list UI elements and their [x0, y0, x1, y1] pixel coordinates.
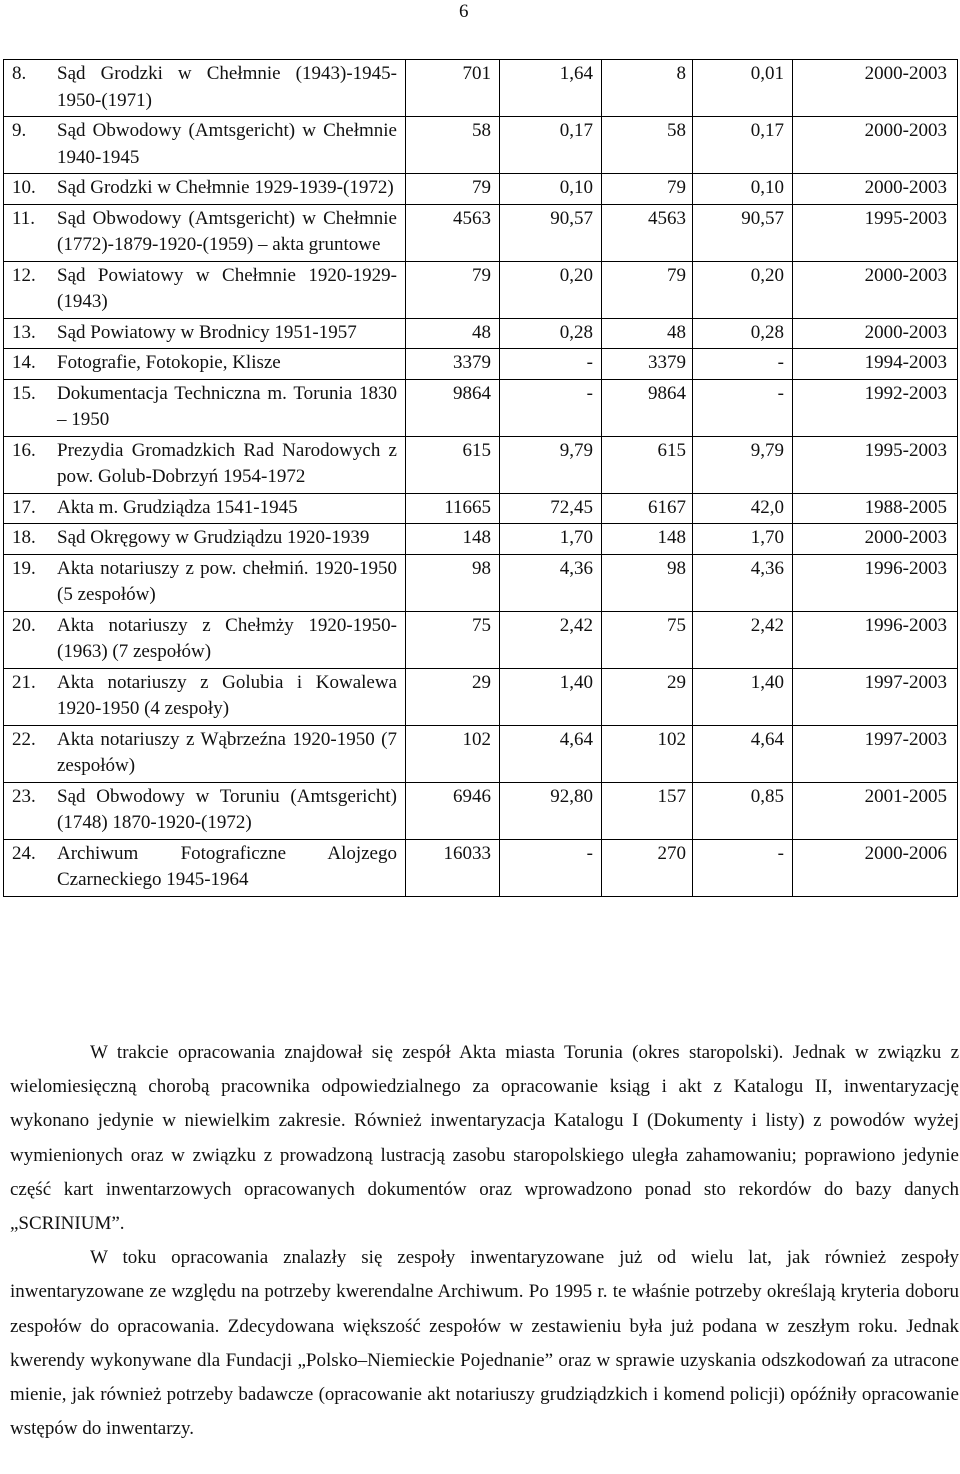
record-label: Akta notariuszy z Golubia i Kowalewa 1920-1950 (4 zespoły) [57, 671, 397, 719]
record-label: Sąd Grodzki w Chełmnie (1943)-1945-1950-(1971) [57, 63, 397, 111]
record-value-c3: 79 [602, 174, 693, 205]
record-value-c3: 75 [602, 611, 693, 668]
record-value-c2: 0,28 [500, 318, 602, 349]
record-value-c3: 157 [602, 782, 693, 839]
record-label: Archiwum Fotograficzne Alojzego Czarneckiego 1945-1964 [57, 842, 397, 890]
record-value-c1: 75 [406, 611, 500, 668]
record-number: 21. [12, 671, 36, 693]
record-value-c4: 1,70 [693, 524, 793, 555]
record-number: 11. [12, 207, 36, 229]
record-value-c3: 148 [602, 524, 693, 555]
record-number: 8. [12, 63, 27, 84]
record-number: 19. [12, 557, 36, 579]
table-row [4, 174, 958, 205]
record-number: 12. [12, 264, 36, 286]
record-value-c1: 16033 [406, 839, 500, 896]
table-row [4, 379, 958, 436]
record-value-c3: 48 [602, 318, 693, 349]
record-number: 13. [12, 321, 36, 343]
record-value-c1: 701 [406, 60, 500, 117]
record-value-c4: 0,17 [693, 117, 793, 174]
record-label: Sąd Okręgowy w Grudziądzu 1920-1939 [57, 527, 370, 548]
record-number: 23. [12, 785, 36, 807]
record-value-c4: 4,36 [693, 554, 793, 611]
record-value-c3: 29 [602, 668, 693, 725]
record-value-c5: 1995-2003 [793, 204, 958, 261]
record-number: 14. [12, 352, 36, 373]
record-value-c5: 1994-2003 [793, 349, 958, 380]
table-row [4, 349, 958, 380]
table-row [4, 725, 958, 782]
record-value-c5: 1996-2003 [793, 611, 958, 668]
record-description-cell [4, 379, 406, 436]
record-label: Akta notariuszy z pow. chełmiń. 1920-1950 (5 zespołów) [57, 557, 397, 605]
record-number: 9. [12, 120, 27, 141]
record-value-c2: 90,57 [500, 204, 602, 261]
record-value-c3: 79 [602, 261, 693, 318]
record-value-c5: 2000-2003 [793, 318, 958, 349]
record-value-c1: 615 [406, 436, 500, 493]
table-row [4, 60, 958, 117]
record-value-c5: 2000-2003 [793, 174, 958, 205]
record-label: Akta notariuszy z Chełmży 1920-1950-(1963) (7 zespołów) [57, 614, 397, 662]
record-label: Akta notariuszy z Wąbrzeźna 1920-1950 (7 zespołów) [57, 728, 397, 776]
record-value-c4: 9,79 [693, 436, 793, 493]
record-label: Sąd Powiatowy w Chełmnie 1920-1929-(1943) [57, 264, 397, 312]
table-row [4, 493, 958, 524]
record-description-cell [4, 524, 406, 555]
record-value-c5: 2000-2003 [793, 117, 958, 174]
record-value-c3: 615 [602, 436, 693, 493]
table-row [4, 117, 958, 174]
record-label: Sąd Obwodowy (Amtsgericht) w Chełmnie (1772)-1879-1920-(1959) – akta gruntowe [57, 207, 397, 255]
record-value-c1: 48 [406, 318, 500, 349]
record-value-c4: 0,28 [693, 318, 793, 349]
record-value-c1: 29 [406, 668, 500, 725]
record-value-c4: 2,42 [693, 611, 793, 668]
record-value-c1: 3379 [406, 349, 500, 380]
record-value-c5: 1997-2003 [793, 668, 958, 725]
record-number: 24. [12, 842, 36, 864]
record-value-c2: 92,80 [500, 782, 602, 839]
record-value-c5: 1995-2003 [793, 436, 958, 493]
record-description-cell [4, 668, 406, 725]
record-label: Sąd Obwodowy (Amtsgericht) w Chełmnie 1940-1945 [57, 120, 397, 168]
record-description-cell [4, 204, 406, 261]
record-label: Akta m. Grudziądza 1541-1945 [57, 496, 298, 518]
record-description-cell [4, 261, 406, 318]
record-label: Fotografie, Fotokopie, Klisze [57, 352, 281, 373]
record-value-c1: 11665 [406, 493, 500, 524]
table-row [4, 204, 958, 261]
record-label: Sąd Obwodowy w Toruniu (Amtsgericht) (1748) 1870-1920-(1972) [57, 785, 397, 833]
record-number: 20. [12, 614, 36, 636]
record-description-cell [4, 349, 406, 380]
record-value-c2: 9,79 [500, 436, 602, 493]
record-value-c2: 1,70 [500, 524, 602, 555]
table-row [4, 261, 958, 318]
record-number: 16. [12, 439, 36, 461]
record-label: Dokumentacja Techniczna m. Torunia 1830 – 1950 [57, 382, 397, 430]
record-value-c2: - [500, 839, 602, 896]
record-label: Sąd Grodzki w Chełmnie 1929-1939-(1972) [57, 177, 394, 198]
record-description-cell [4, 493, 406, 524]
record-value-c5: 2000-2003 [793, 60, 958, 117]
record-label: Sąd Powiatowy w Brodnicy 1951-1957 [57, 321, 357, 343]
table-row [4, 524, 958, 555]
record-value-c4: 1,40 [693, 668, 793, 725]
record-value-c3: 3379 [602, 349, 693, 380]
record-value-c3: 98 [602, 554, 693, 611]
record-value-c5: 2000-2006 [793, 839, 958, 896]
record-description-cell [4, 782, 406, 839]
record-value-c1: 9864 [406, 379, 500, 436]
record-value-c1: 102 [406, 725, 500, 782]
record-value-c3: 102 [602, 725, 693, 782]
record-value-c1: 79 [406, 174, 500, 205]
record-value-c4: - [693, 349, 793, 380]
body-text [10, 1036, 959, 1446]
record-value-c4: 0,10 [693, 174, 793, 205]
record-value-c5: 1992-2003 [793, 379, 958, 436]
record-value-c3: 58 [602, 117, 693, 174]
record-value-c5: 1988-2005 [793, 493, 958, 524]
record-value-c1: 58 [406, 117, 500, 174]
record-number: 17. [12, 496, 36, 518]
table-row [4, 839, 958, 896]
record-value-c2: 0,17 [500, 117, 602, 174]
record-value-c2: 0,20 [500, 261, 602, 318]
record-description-cell [4, 611, 406, 668]
record-description-cell [4, 174, 406, 205]
record-description-cell [4, 318, 406, 349]
paragraph: W trakcie opracowania znajdował się zespół Akta miasta Torunia (okres staropolski). Jednak w związku z wielomiesięczną chorobą pracownika odpowiedzialnego za opracowanie ksiąg i akt z Katalogu II, inwentaryzację wykonano jedynie w niewielkim zakresie. Również inwentaryzacja Katalogu I (Dokumenty i listy) z powodów wyżej wymienionych oraz w związku z prowadzoną lustracją zasobu staropolskiego uległa zahamowaniu; poprawiono jedynie część kart inwentarzowych opracowanych dokumentów oraz wprowadzono ponad sto rekordów do bazy danych „SCRINIUM”. [10, 1042, 959, 1235]
page-number: 6 [459, 1, 469, 22]
record-value-c5: 1997-2003 [793, 725, 958, 782]
record-number: 18. [12, 527, 36, 548]
record-value-c5: 1996-2003 [793, 554, 958, 611]
record-description-cell [4, 436, 406, 493]
record-value-c1: 6946 [406, 782, 500, 839]
table-row [4, 782, 958, 839]
record-value-c5: 2000-2003 [793, 524, 958, 555]
record-value-c1: 98 [406, 554, 500, 611]
record-value-c4: 0,01 [693, 60, 793, 117]
record-value-c2: 4,64 [500, 725, 602, 782]
record-value-c1: 148 [406, 524, 500, 555]
record-value-c3: 8 [602, 60, 693, 117]
table-row [4, 668, 958, 725]
record-value-c3: 6167 [602, 493, 693, 524]
record-value-c3: 4563 [602, 204, 693, 261]
record-description-cell [4, 554, 406, 611]
record-value-c2: 72,45 [500, 493, 602, 524]
record-description-cell [4, 60, 406, 117]
records-table [3, 59, 958, 897]
record-value-c4: 0,20 [693, 261, 793, 318]
table-row [4, 318, 958, 349]
record-description-cell [4, 725, 406, 782]
record-value-c1: 4563 [406, 204, 500, 261]
record-value-c2: 0,10 [500, 174, 602, 205]
record-label: Prezydia Gromadzkich Rad Narodowych z pow. Golub-Dobrzyń 1954-1972 [57, 439, 397, 487]
record-value-c5: 2000-2003 [793, 261, 958, 318]
record-value-c4: - [693, 839, 793, 896]
record-value-c4: 0,85 [693, 782, 793, 839]
record-value-c5: 2001-2005 [793, 782, 958, 839]
record-value-c2: - [500, 349, 602, 380]
record-description-cell [4, 839, 406, 896]
table-row [4, 554, 958, 611]
record-value-c4: 90,57 [693, 204, 793, 261]
record-value-c2: 1,40 [500, 668, 602, 725]
record-value-c4: 42,0 [693, 493, 793, 524]
record-value-c2: 2,42 [500, 611, 602, 668]
record-number: 15. [12, 382, 36, 404]
record-value-c2: 1,64 [500, 60, 602, 117]
record-value-c1: 79 [406, 261, 500, 318]
record-value-c3: 270 [602, 839, 693, 896]
record-value-c4: 4,64 [693, 725, 793, 782]
record-description-cell [4, 117, 406, 174]
record-number: 22. [12, 728, 36, 750]
paragraph: W toku opracowania znalazły się zespoły inwentaryzowane już od wielu lat, jak również zespoły inwentaryzowane ze względu na potrzeby kwerendalne Archiwum. Po 1995 r. te właśnie potrzeby określają kryteria doboru zespołów do opracowania. Zdecydowana większość zespołów w zestawieniu była już podana w zeszłym roku. Jednak kwerendy wykonywane dla Fundacji „Polsko–Niemieckie Pojednanie” oraz w sprawie uzyskania odszkodowań za utracone mienie, jak również potrzeby badawcze (opracowanie akt notariuszy grudziądzkich i komend policji) opóźniły opracowanie wstępów do inwentarzy. [10, 1247, 959, 1440]
record-number: 10. [12, 177, 36, 198]
table-row [4, 436, 958, 493]
record-value-c2: 4,36 [500, 554, 602, 611]
record-value-c2: - [500, 379, 602, 436]
record-value-c3: 9864 [602, 379, 693, 436]
record-value-c4: - [693, 379, 793, 436]
table-row [4, 611, 958, 668]
